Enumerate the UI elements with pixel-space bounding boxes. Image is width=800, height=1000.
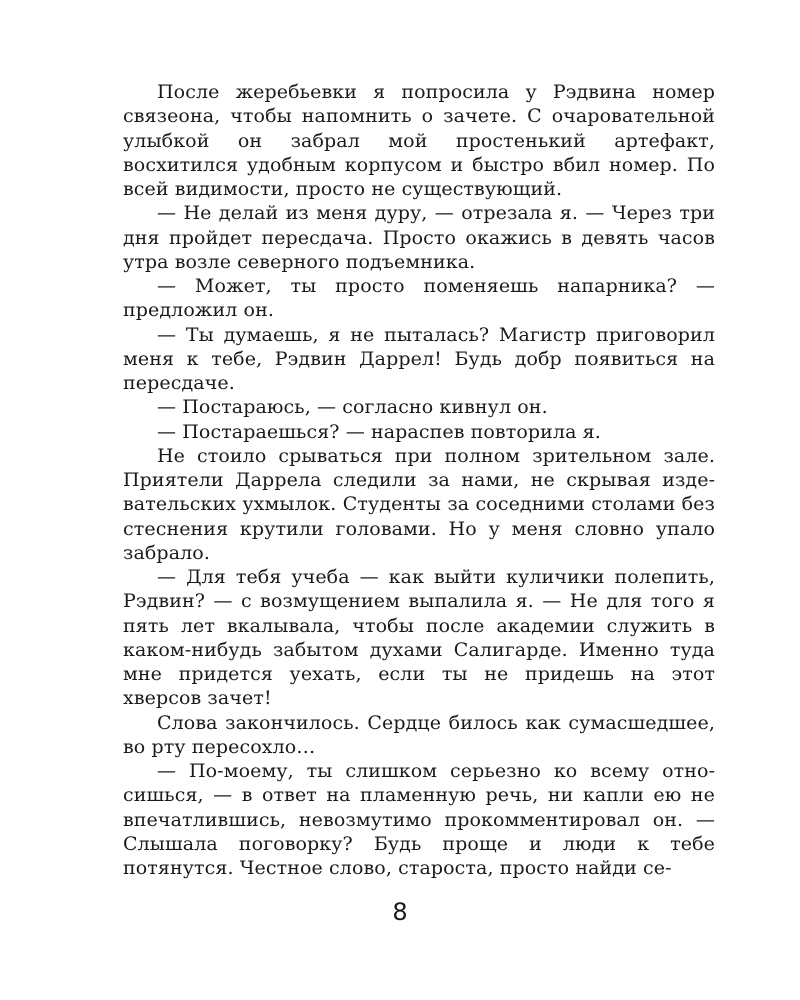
paragraph: Не стоило срываться при полном зрительном зале. Приятели Даррела следили за нами, не скрывая издевательских ухмылок. Студенты за соседними столами без стеснения крутили головами. Но у меня словно упало забрало. bbox=[123, 444, 715, 564]
page-body bbox=[123, 80, 715, 880]
paragraph: — Для тебя учеба — как выйти куличики полепить, Рэдвин? — с возмущением выпалила я. — Не для того я пять лет вкалывала, чтобы после академии служить в каком-нибудь забытом духами Салигарде. Именно туда мне придется уехать, если ты не придешь на этот хверсов зачет! bbox=[123, 566, 715, 710]
paragraph: — Ты думаешь, я не пыталась? Магистр приговорил меня к тебе, Рэдвин Даррел! Будь добр появиться на пересдаче. bbox=[123, 323, 715, 394]
paragraph: После жеребьевки я попросила у Рэдвина номер связеона, чтобы напомнить о зачете. С очаровательной улыбкой он забрал мой простенький артефакт, восхитился удобным корпусом и быстро вбил номер. По всей видимости, просто не существующий. bbox=[123, 81, 715, 200]
paragraph: Слова закончилось. Сердце билось как сумасшедшее, во рту пересохло… bbox=[123, 711, 715, 758]
paragraph: — Постараюсь, — согласно кивнул он. bbox=[157, 396, 548, 419]
paragraph: — Может, ты просто поменяешь напарника? — предложил он. bbox=[123, 275, 715, 322]
paragraph: — По-моему, ты слишком серьезно ко всему относишься, — в ответ на пламенную речь, ни капли ею не впечатлившись, невозмутимо прокомментировал он. — Слышала поговорку? Будь проще и люди к тебе потянутся. Честное слово, староста, просто найди се- bbox=[123, 760, 715, 879]
paragraph: — Постараешься? — нараспев повторила я. bbox=[157, 420, 601, 443]
page-number: 8 bbox=[392, 898, 408, 926]
paragraph: — Не делай из меня дуру, — отрезала я. — Через три дня пройдет пересдача. Просто окажись в девять часов утра возле северного подъемника. bbox=[123, 202, 715, 273]
